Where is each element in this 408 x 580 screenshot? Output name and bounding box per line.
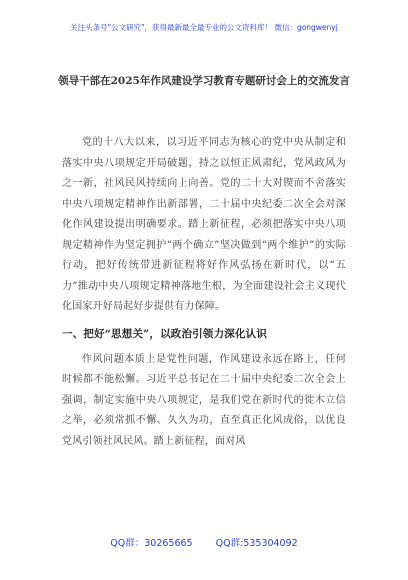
header-note: 关注头条号"公文研究"，获得最新最全最专业的公文资料库！ 微信：gongwenyj [70, 23, 338, 32]
section-heading: 一、把好“思想关”，以政治引领力深化认识 [62, 327, 268, 340]
qq-group-1: QQ群：30265665 [110, 538, 193, 549]
qq-group-2: QQ群:535304092 [215, 538, 298, 549]
footer [0, 535, 408, 549]
intro-paragraph: 党的十八大以来，以习近平同志为核心的党中央从制定和落实中央八项规定开局破题，持之以恒正风肃纪，党风政风为之一新，社风民风持续向上向善。党的二十大对锲而不舍落实中央八项规定精神作出新部署，二十届中央纪委二次全会对深化作风建设提出明确要求。踏上新征程，必须把落实中央八项规定精神作为坚定拥护“两个确立”坚决做到“两个维护”的实际行动，把好传统带进新征程将好作风弘扬在新时代，以“五力”推动中央八项规定精神落地生根，为全面建设社会主义现代化国家开好局起好步提供有力保障。 [62, 137, 346, 312]
document-body [62, 133, 346, 452]
section-paragraph: 作风问题本质上是党性问题，作风建设永远在路上，任何时候都不能松懈。习近平总书记在二十届中央纪委二次全会上强调，制定实施中央八项规定，是我们党在新时代的徙木立信之举，必须常抓不懈、久久为功，直至真正化风成俗，以优良党风引领社风民风。踏上新征程，面对风 [62, 353, 346, 447]
document-title: 领导干部在2025年作风建设学习教育专题研讨会上的交流发言 [58, 75, 350, 87]
